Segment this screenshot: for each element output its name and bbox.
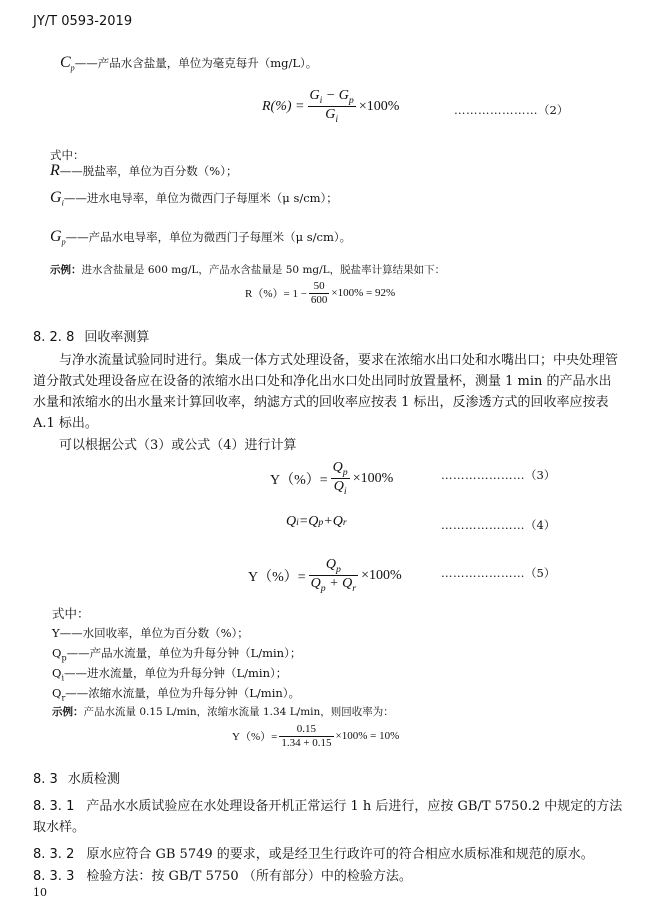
clause-8-3-2: 8. 3. 2 原水应符合 GB 5749 的要求，或是经卫生行政许可的符合相应水质标准和规范的原水。	[33, 847, 594, 862]
definition-qr: $Q_r——$浓缩水流量，单位为升每分钟（L/min）。	[52, 686, 301, 703]
formula-4-number: …………………（4）	[441, 518, 556, 532]
example-1-formula: R（%）= 1 − $\frac{50}{600}$ ×100% = 92%	[245, 280, 396, 306]
definition-y: Y——水回收率，单位为百分数（%）；	[52, 626, 249, 640]
definition-gp: $G_p——$产品水电导率，单位为微西门子每厘米（μ s/cm）。	[50, 228, 352, 247]
formula-3: Y（%）= $\frac{Q_p}{Q_i}$ ×100%	[270, 460, 394, 497]
formula-4: Q i =Q p +Q r	[286, 514, 347, 529]
formula-5: Y（%）= $\frac{Q_p}{Q_p + Q_r}$ ×100%	[248, 557, 402, 594]
clause-8-3-1: 8. 3. 1 产品水水质试验应在水处理设备开机正常运行 1 h 后进行，应按 GB/T 5750.2 中规定的方法取水样。	[33, 799, 623, 835]
example-2: 示例：产品水流量 0.15 L/min，浓缩水流量 1.34 L/min，则回收率为：	[52, 706, 394, 718]
clause-8-3-3: 8. 3. 3 检验方法：按 GB/T 5750 （所有部分）中的检验方法。	[33, 869, 412, 884]
where-label: 式中：	[50, 148, 85, 162]
paragraph-recovery: 与净水流量试验同时进行。集成一体方式处理设备，要求在浓缩水出口处和水嘴出口；中央处理管道分散式处理设备应在设备的浓缩水出口处和净化出水口处出同时放置量杯，测量 1 min 的产品水出水量和浓缩水的出水量来计算回收率，纳滤方式的回收率应按表 1 标出，反渗透方式的回收率应按表 A.1 标出。	[33, 353, 619, 431]
definition-gi: $G_i——$进水电导率，单位为微西门子每厘米（μ s/cm）；	[50, 189, 338, 208]
formula-3-number: …………………（3）	[441, 468, 556, 482]
standard-code: JY/T 0593-2019	[33, 14, 133, 29]
page-number: 10	[33, 886, 47, 899]
where-label-2: 式中：	[52, 606, 90, 621]
paragraph-calc: 可以根据公式（3）或公式（4）进行计算	[59, 438, 297, 453]
definition-qp: $Q_p——$产品水流量，单位为升每分钟（L/min）；	[52, 646, 302, 663]
section-8-2-8: 8. 2. 8 回收率测算	[33, 330, 150, 345]
formula-2: R(%) = $\frac{G_i - G_p}{G_i}$ ×100%	[262, 88, 400, 125]
example-1: 示例：进水含盐量是 600 mg/L，产品水含盐量是 50 mg/L，脱盐率计算结果如下：	[50, 264, 446, 276]
section-8-3: 8. 3 水质检测	[33, 772, 120, 787]
definition-cp: $C_p——$产品水含盐量，单位为毫克每升（mg/L）。	[60, 54, 318, 73]
formula-2-number: …………………（2）	[454, 103, 569, 117]
definition-r: R——脱盐率，单位为百分数（%）；	[50, 162, 238, 179]
example-2-formula: Y（%）= $\frac{0.15}{1.34 + 0.15}$ ×100% = 10%	[232, 723, 400, 749]
formula-5-number: …………………（5）	[441, 566, 556, 580]
definition-qi: $Q_i——$进水流量，单位为升每分钟（L/min）；	[52, 666, 288, 683]
